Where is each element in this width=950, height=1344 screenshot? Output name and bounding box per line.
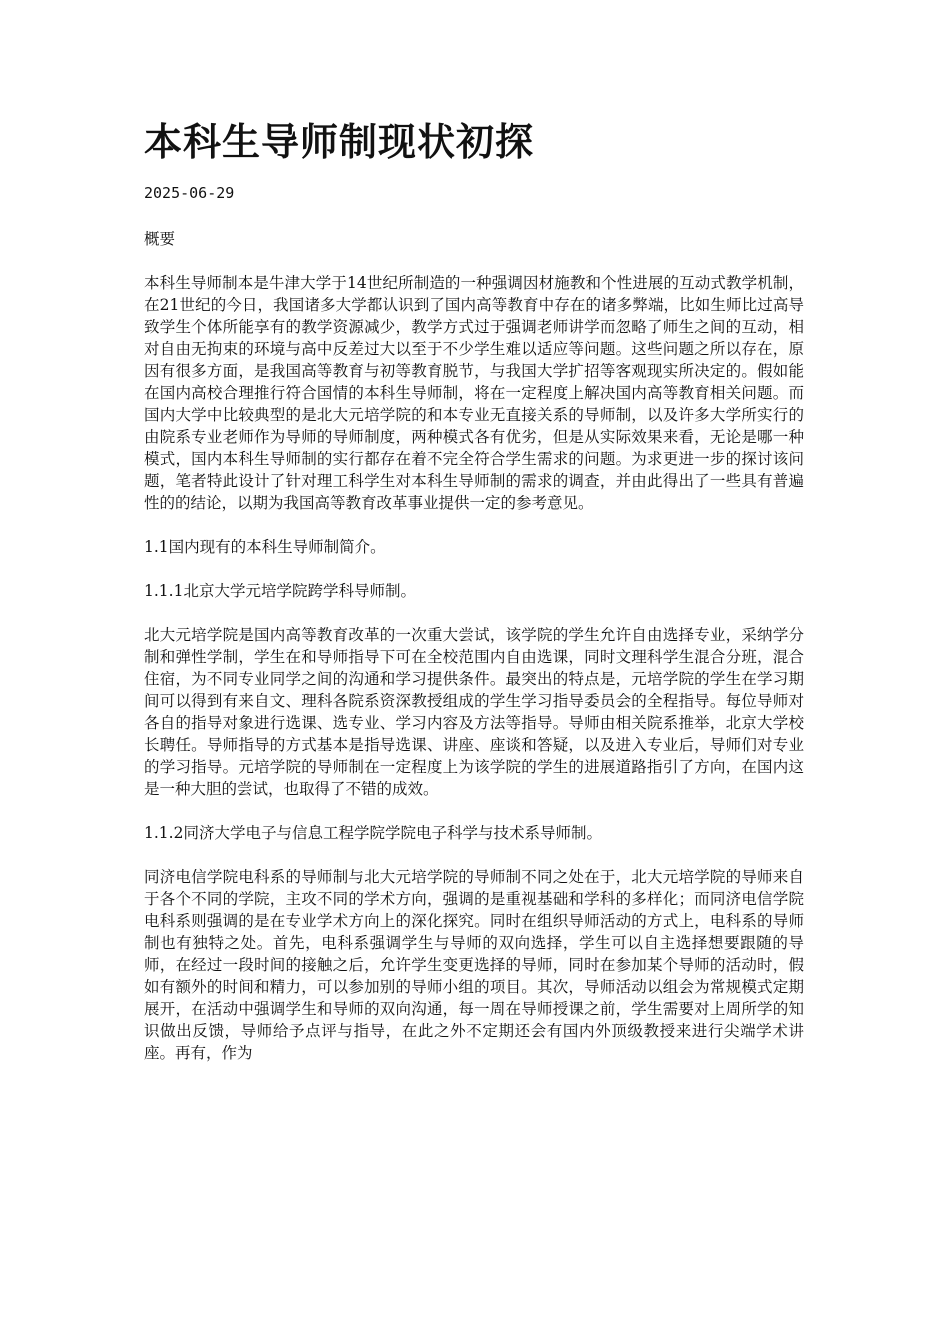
document-body [144, 228, 804, 1086]
section-heading-1-1-2: 1.1.2同济大学电子与信息工程学院学院电子科学与技术系导师制。 [144, 824, 602, 842]
paragraph-1-1-2: 同济电信学院电科系的导师制与北大元培学院的导师制不同之处在于，北大元培学院的导师来自于各个不同的学院，主攻不同的学术方向，强调的是重视基础和学科的多样化；而同济电信学院电科系则强调的是在专业学术方向上的深化探究。同时在组织导师活动的方式上，电科系的导师制也有独特之处。首先，电科系强调学生与导师的双向选择，学生可以自主选择想要跟随的导师，在经过一段时间的接触之后，允许学生变更选择的导师，同时在参加某个导师的活动时，假如有额外的时间和精力，可以参加别的导师小组的项目。其次，导师活动以组会为常规模式定期展开，在活动中强调学生和导师的双向沟通，每一周在导师授课之前，学生需要对上周所学的知识做出反馈，导师给予点评与指导，在此之外不定期还会有国内外顶级教授来进行尖端学术讲座。再有，作为 [144, 868, 804, 1062]
document-date: 2025-06-29 [144, 184, 235, 202]
section-heading-1-1-1: 1.1.1北京大学元培学院跨学科导师制。 [144, 582, 416, 600]
abstract-paragraph: 本科生导师制本是牛津大学于14世纪所制造的一种强调因材施教和个性进展的互动式教学机制，在21世纪的今日，我国诸多大学都认识到了国内高等教育中存在的诸多弊端，比如生师比过高导致学生个体所能享有的教学资源减少，教学方式过于强调老师讲学而忽略了师生之间的互动，相对自由无拘束的环境与高中反差过大以至于不少学生难以适应等问题。这些问题之所以存在，原因有很多方面，是我国高等教育与初等教育脱节，与我国大学扩招等客观现实所决定的。假如能在国内高校合理推行符合国情的本科生导师制，将在一定程度上解决国内高等教育相关问题。而国内大学中比较典型的是北大元培学院的和本专业无直接关系的导师制，以及许多大学所实行的由院系专业老师作为导师的导师制度，两种模式各有优劣，但是从实际效果来看，无论是哪一种模式，国内本科生导师制的实行都存在着不完全符合学生需求的问题。为求更进一步的探讨该问题，笔者特此设计了针对理工科学生对本科生导师制的需求的调查，并由此得出了一些具有普遍性的的结论，以期为我国高等教育改革事业提供一定的参考意见。 [144, 274, 804, 512]
abstract-label: 概要 [144, 230, 176, 248]
document-title: 本科生导师制现状初探 [144, 120, 535, 164]
paragraph-1-1-1: 北大元培学院是国内高等教育改革的一次重大尝试，该学院的学生允许自由选择专业，采纳学分制和弹性学制，学生在和导师指导下可在全校范围内自由选课，同时文理科学生混合分班，混合住宿，为不同专业同学之间的沟通和学习提供条件。最突出的特点是，元培学院的学生在学习期间可以得到有来自文、理科各院系资深教授组成的学生学习指导委员会的全程指导。每位导师对各自的指导对象进行选课、选专业、学习内容及方法等指导。导师由相关院系推举，北京大学校长聘任。导师指导的方式基本是指导选课、讲座、座谈和答疑，以及进入专业后，导师们对专业的学习指导。元培学院的导师制在一定程度上为该学院的学生的进展道路指引了方向，在国内这是一种大胆的尝试，也取得了不错的成效。 [144, 626, 804, 798]
section-heading-1-1: 1.1国内现有的本科生导师制简介。 [144, 538, 386, 556]
